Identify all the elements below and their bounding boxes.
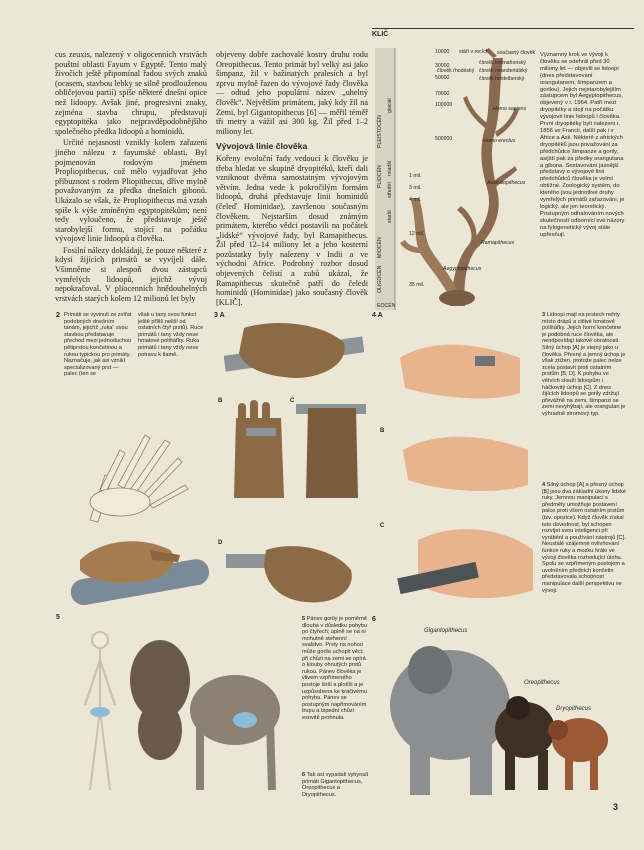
chart-label: 70000 (435, 91, 450, 97)
human-hand-A (380, 318, 530, 408)
chart-annotation: člověk kromaňonský (479, 60, 526, 66)
chart-annotation: Aegyptopithecus (443, 266, 482, 272)
chart-annotation: Homo sapiens (493, 106, 527, 112)
figure-label: C (380, 523, 385, 529)
chart-label: 4 mil. (409, 197, 422, 203)
caption-number: 5 (302, 616, 307, 622)
ape-hand-B (226, 398, 291, 503)
text-column-2 (216, 50, 368, 309)
extinct-primates-figure (380, 630, 620, 800)
caption-2-cont: však u tany svou funkcí ještě příliš neliší od ostatních čtyř prstů). Ruce primátů i tany vždy nese hmatové polštářky. Ruka primátů i tany vždy nese potravu k tlamě. (138, 312, 204, 358)
figure-number: 4 A (372, 312, 383, 319)
chart-label: 500000 (435, 136, 453, 142)
chart-label: 35 mil. (409, 282, 425, 288)
tana-hand-graphic (60, 520, 210, 610)
species-label-dryopithecus: Dryopithecus (556, 706, 592, 712)
epoch-sub-label: glaciál (387, 98, 393, 113)
figure-label: B (218, 398, 223, 404)
caption-6 (302, 772, 370, 798)
caption-text: Pánev gorily je poměrně dlouhá v důsledku pohybu po čtyřech; úplně se na ni mohutně stehenní svalstvo. Prsty na nohou může gorila uchopit věci; při chůzi na zemi se opírá o klouby ohnutých prstů rukou. Pánev člověka je vlivem vzpřímeného postoje širší a plošší a je uzpůsobena ke kráčivému pohybu. Pánev se postupným napřimováním trupu a bipední chůzí esovitě prohnula. (302, 616, 368, 721)
epoch-label: PLEISTOCÉN (377, 115, 383, 148)
human-hand-C (388, 515, 538, 605)
epoch-label: PLIOCÉN (377, 165, 383, 188)
human-hand-a-graphic (380, 318, 530, 408)
ape-hand-C (296, 398, 366, 503)
ape-hand-b-graphic (226, 398, 291, 503)
human-hand-c-graphic (388, 515, 538, 605)
figure-label: D (218, 540, 223, 546)
chart-label: 12 mil. (409, 231, 425, 237)
hand-skeleton-graphic (60, 380, 210, 530)
tana-hand-figure (60, 520, 210, 610)
caption-text: Silný úchop [A] a přesný úchop [B] jsou dva základní úkony lidské ruky. Jemnou manipulaci s předměty umožňuje postavení palce proti všem ostatním prstům (tzv. opozice). Když člověk získal tuto dovednost, byl schopen rozvíjet svou inteligenci při vyrábění a používání nástrojů [C]. Neustálé vzájemné ovlivňování funkce ruky a mozku hrálo ve vývoji člověka rozhodující úlohu. Spolu se vzpřímeným postojem a uvolněním předních končetin představovala schopnost manipulace další perspektivu ve vývoji. (542, 482, 626, 594)
chart-annotation: Homo erectus (483, 138, 516, 144)
figure-label: C (290, 398, 295, 404)
skeleton-comparison-graphic (60, 620, 300, 800)
epoch-label: OLIGOCÉN (377, 265, 383, 293)
chart-annotation: stáří v rocích (459, 49, 489, 55)
ape-hand-a-graphic (224, 318, 364, 388)
epoch-sub-label: střední (387, 182, 393, 198)
chart-label: 50000 (435, 75, 450, 81)
ape-hand-c-graphic (296, 398, 366, 503)
paragraph: objeveny dobře zachovalé kostry druhu rodu Oreopithecus. Tento primát byl velký asi jako šimpanz, žil v bažinatých pralesích a byl zprvu mylně řazen do vývojové řady člověka — odtud jeho populární název „uhelný člověk“. Největším primátem, jaký kdy žil na Zemi, byl Gigantopithecus [6] — měřil téměř tři metry a vážil asi 300 kg. Žil před 1–2 miliony let. (216, 50, 368, 136)
chart-label: 30000 (435, 63, 450, 69)
chart-annotation: Ramapithecus (481, 240, 515, 246)
paragraph: cus zeuxis, nalezený v oligocenních vrstvách pouštní oblasti Fayum v Egyptě. Tento malý živočich ještě připomínal řadou svých znaků (ocasem, stavbou lebky se silně prodlouženou obličejovou partií) spíše některé dnešní opice než lidoopy. Avšak jiné, progresivní znaky, zejména stavba chrupu, představují egyptopitéka jako nejpravděpodobnějšího společného předka lidoopů a hominidů. (55, 50, 207, 136)
paragraph: Fosilní nálezy dokládají, že pouze některé z kdysi žijících primátů se vyvíjeli dále. Všimněme si alespoň dvou zástupců vymřelých lidoopů, jejichž vývoj nepokračoval. V pliocenních hnědouhelných vrstvách starých kolem 12 milionů let byly (55, 245, 207, 303)
figure-number: 6 (372, 616, 376, 623)
paragraph: Kořeny evoluční řady vedoucí k člověku je třeba hledat ve skupině dryopitéků, kteří dali vzniknout dvěma samostatným vývojovým větvím. Jedna vede k pokročilým formám lidoopů, druhá představuje linii hominidů (čeleď Hominidae), završenou současným člověkem. Nejstarším dosud známým primátem, kterého vědci postavili na počátek „lidské“ vývojové řady, byl Ramapithecus. Žil před 12–14 miliony let a jeho kosterní pozůstatky byly nalezeny v Indii a ve východní Africe. Podrobný rozbor dosud objevených čelistí a zubů ukázal, že Ramapithecus skutečně patří do čeledi hominidů (Hominidae) jako současný člověk [KLIČ]. (216, 153, 368, 307)
caption-3 (542, 312, 626, 418)
figure-number: 3 A (214, 312, 225, 319)
subheading: Vývojová linie člověka (216, 141, 308, 152)
human-hand-b-graphic (388, 420, 538, 500)
caption-2: Primáti se vyvinuli ze zvířat podobných dnešním tanám, jejichž „ruka“ svou stavbou představuje přechod mezi jednoduchou pětiprstou končetinou a rukou typickou pro primáty. Naznačuje, jak asi vznikl specializovaný prst — palec (ten se (64, 312, 132, 378)
epoch-sub-label: starší (387, 210, 393, 223)
caption-number: 6 (302, 772, 307, 778)
skeleton-comparison-figure (60, 620, 300, 800)
key-title: KLIČ (372, 31, 389, 38)
caption-number: 3 (542, 312, 547, 318)
chart-label: 3 mil. (409, 185, 422, 191)
species-label-oreopithecus: Oreopithecus (524, 680, 560, 686)
ape-hand-D (226, 540, 366, 610)
ape-hand-A (224, 318, 364, 388)
ape-hand-d-graphic (226, 540, 366, 610)
page-number: 3 (612, 802, 618, 812)
species-label-gigantopithecus: Gigantopithecus (424, 628, 468, 634)
caption-text: Tak asi vypadali vyhynulí primáti Gigantopithecus, Oreopithecus a Dryopithecus. (302, 772, 369, 798)
chart-annotation: člověk rhodéský (437, 68, 475, 74)
caption-number: 4 (542, 482, 547, 488)
key-section (372, 28, 634, 38)
caption-5 (302, 616, 370, 722)
caption-4 (542, 482, 626, 594)
hand-skeleton-figure (60, 380, 210, 530)
evolution-chart (375, 48, 535, 310)
epoch-label: EOCÉN (377, 303, 396, 309)
chart-annotation: současný člověk (497, 50, 536, 56)
figure-number: 5 (56, 614, 60, 621)
figure-number: 2 (56, 312, 60, 319)
chart-annotation: člověk heidelberský (479, 76, 525, 82)
text-column-1 (55, 50, 207, 305)
chart-annotation: člověk neandertálský (479, 68, 528, 74)
caption-text: Lidoopi mají na prstech nehty místo drápů a citlivé hmatové polštářky. Jejich horní končetine je podobná ruce člověka, ale neodpovídají takové obratnosti. Silný úchop [A] je stejný jako u člověka. Přesný a jemný úchop je však ztížen, protože palec nelze zcela postavit proti ostatním prstům [B, D]. K pohybu ve větvích slouží lidoopům i háčkovitý úchop [C]. Z dnes žijících lidoopů se gorily zdržují převážně na zemi, šimpanzi se zemi nevyhýbají, ale orangutan je výhradně stromový typ. (542, 312, 626, 417)
chart-annotation: Australopithecus (487, 180, 526, 186)
key-text: Významný krok ve vývoji k člověku se odehrál před 30 miliony let — objevili se lidoopi (dnes představovaní orangutanem, šimpanzem a gorilou). Jejich nejstarobylejším zástupcem byl Aegyptopithecus, objevený v r. 1964. Patří mezi dryopitéky a stojí na počátku vývojové linie lidoopů i člověka. První dryopitéky byli nalezeni r. 1856 ve Francii, další pak i v Africe a Asii. Některé z afrických dryopitéků jsou považováni za předchůdce šimpanze a gorily, asijští pak za předky orangutana a gibona. Sestavování jasnější představy o vývojové linii předchůdců člověka je velmi obtížné. Zoologický systém, do kterého jsou jednotlivé druhy vymřelých primátů zařazováni, je logický, ale jen teoretický. Postupným odhalováním nových skutečností odborníci své názory na fylogenetický vývoj stále upřesňují. (540, 52, 625, 238)
chart-label: 100000 (435, 102, 453, 108)
human-hand-B (388, 420, 538, 500)
epoch-label: MIOCÉN (377, 237, 383, 258)
chart-label: 1 mil. (409, 173, 422, 179)
paragraph: Určité nejasnosti vznikly kolem zařazení jiného nálezu z fayumské oblasti. Byl pojmenován rodovým jménem Propliopithecus, což mělo vyjadřovat jeho příbuznost s rodem Pliopithecus, dříve mylně považovaným za předka dnešních gibonů. Ukázalo se však, že Propliopithecus má vztah spíše k výše zmíněným egyptopitékům; není tedy vyloučeno, že představuje ještě starobylejší formu, stojící na počátku vývojové linie lidoopů a člověka. (55, 138, 207, 244)
epoch-sub-label: mladší (387, 160, 393, 176)
chart-label: 10000 (435, 49, 450, 55)
figure-label: B (380, 428, 385, 434)
extinct-primates-graphic (380, 630, 620, 800)
